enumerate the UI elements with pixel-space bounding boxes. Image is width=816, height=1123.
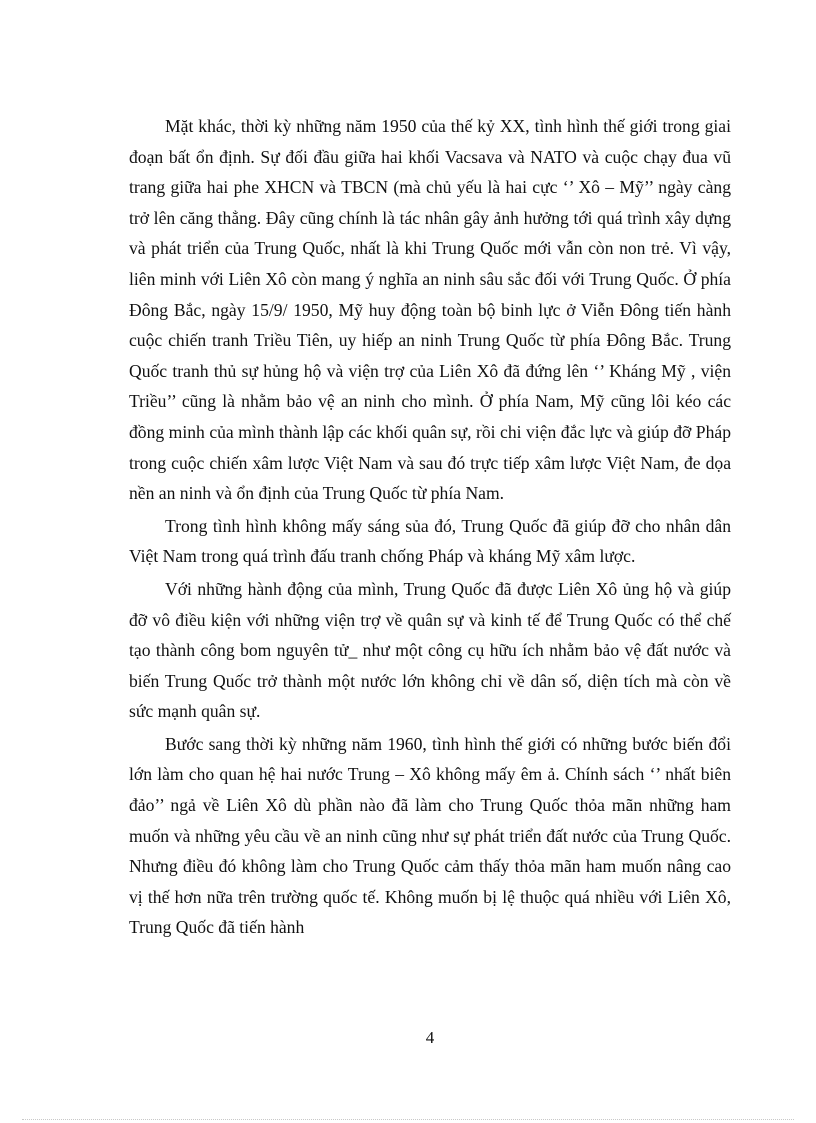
paragraph-2: Trong tình hình không mấy sáng sủa đó, Trung Quốc đã giúp đỡ cho nhân dân Việt Nam trong quá trình đấu tranh chống Pháp và kháng Mỹ xâm lược. [129,515,731,567]
body-text [129,111,731,945]
paragraph-4: Bước sang thời kỳ những năm 1960, tình hình thế giới có những bước biến đổi lớn làm cho quan hệ hai nước Trung – Xô không mấy êm ả. Chính sách ‘’ nhất biên đảo’’ ngả về Liên Xô dù phần nào đã làm cho Trung Quốc thỏa mãn những ham muốn và những yêu cầu về an ninh cũng như sự phát triển đất nước của Trung Quốc. Nhưng điều đó không làm cho Trung Quốc cảm thấy thỏa mãn ham muốn nâng cao vị thế hơn nữa trên trường quốc tế. Không muốn bị lệ thuộc quá nhiều với Liên Xô, Trung Quốc đã tiến hành [129,733,731,938]
page-bottom-divider [22,1119,794,1120]
paragraph-1: Mặt khác, thời kỳ những năm 1950 của thế kỷ XX, tình hình thế giới trong giai đoạn bất ổn định. Sự đối đầu giữa hai khối Vacsava và NATO và cuộc chạy đua vũ trang giữa hai phe XHCN và TBCN (mà chủ yếu là hai cực ‘’ Xô – Mỹ’’ ngày càng trở lên căng thẳng. Đây cũng chính là tác nhân gây ảnh hưởng tới quá trình xây dựng và phát triển của Trung Quốc, nhất là khi Trung Quốc mới vẫn còn non trẻ. Vì vậy, liên minh với Liên Xô còn mang ý nghĩa an ninh sâu sắc đối với Trung Quốc. Ở phía Đông Bắc, ngày 15/9/ 1950, Mỹ huy động toàn bộ binh lực ở Viễn Đông tiến hành cuộc chiến tranh Triều Tiên, uy hiếp an ninh Trung Quốc từ phía Đông Bắc. Trung Quốc tranh thủ sự hủng hộ và viện trợ của Liên Xô đã đứng lên ‘’ Kháng Mỹ , viện Triều’’ cũng là nhằm bảo vệ an ninh cho mình. Ở phía Nam, Mỹ cũng lôi kéo các đồng minh của mình thành lập các khối quân sự, rồi chi viện đắc lực và giúp đỡ Pháp trong cuộc chiến xâm lược Việt Nam và sau đó trực tiếp xâm lược Việt Nam, đe dọa nền an ninh và ổn định của Trung Quốc từ phía Nam. [129,116,731,504]
paragraph-3: Với những hành động của mình, Trung Quốc đã được Liên Xô ủng hộ và giúp đỡ vô điều kiện với những viện trợ về quân sự và kinh tế để Trung Quốc có thể chế tạo thành công bom nguyên tử_ như một công cụ hữu ích nhằm bảo vệ đất nước và biến Trung Quốc trở thành một nước lớn không chỉ về dân số, diện tích mà còn về sức mạnh quân sự. [129,578,731,722]
page-number: 4 [425,1028,435,1047]
